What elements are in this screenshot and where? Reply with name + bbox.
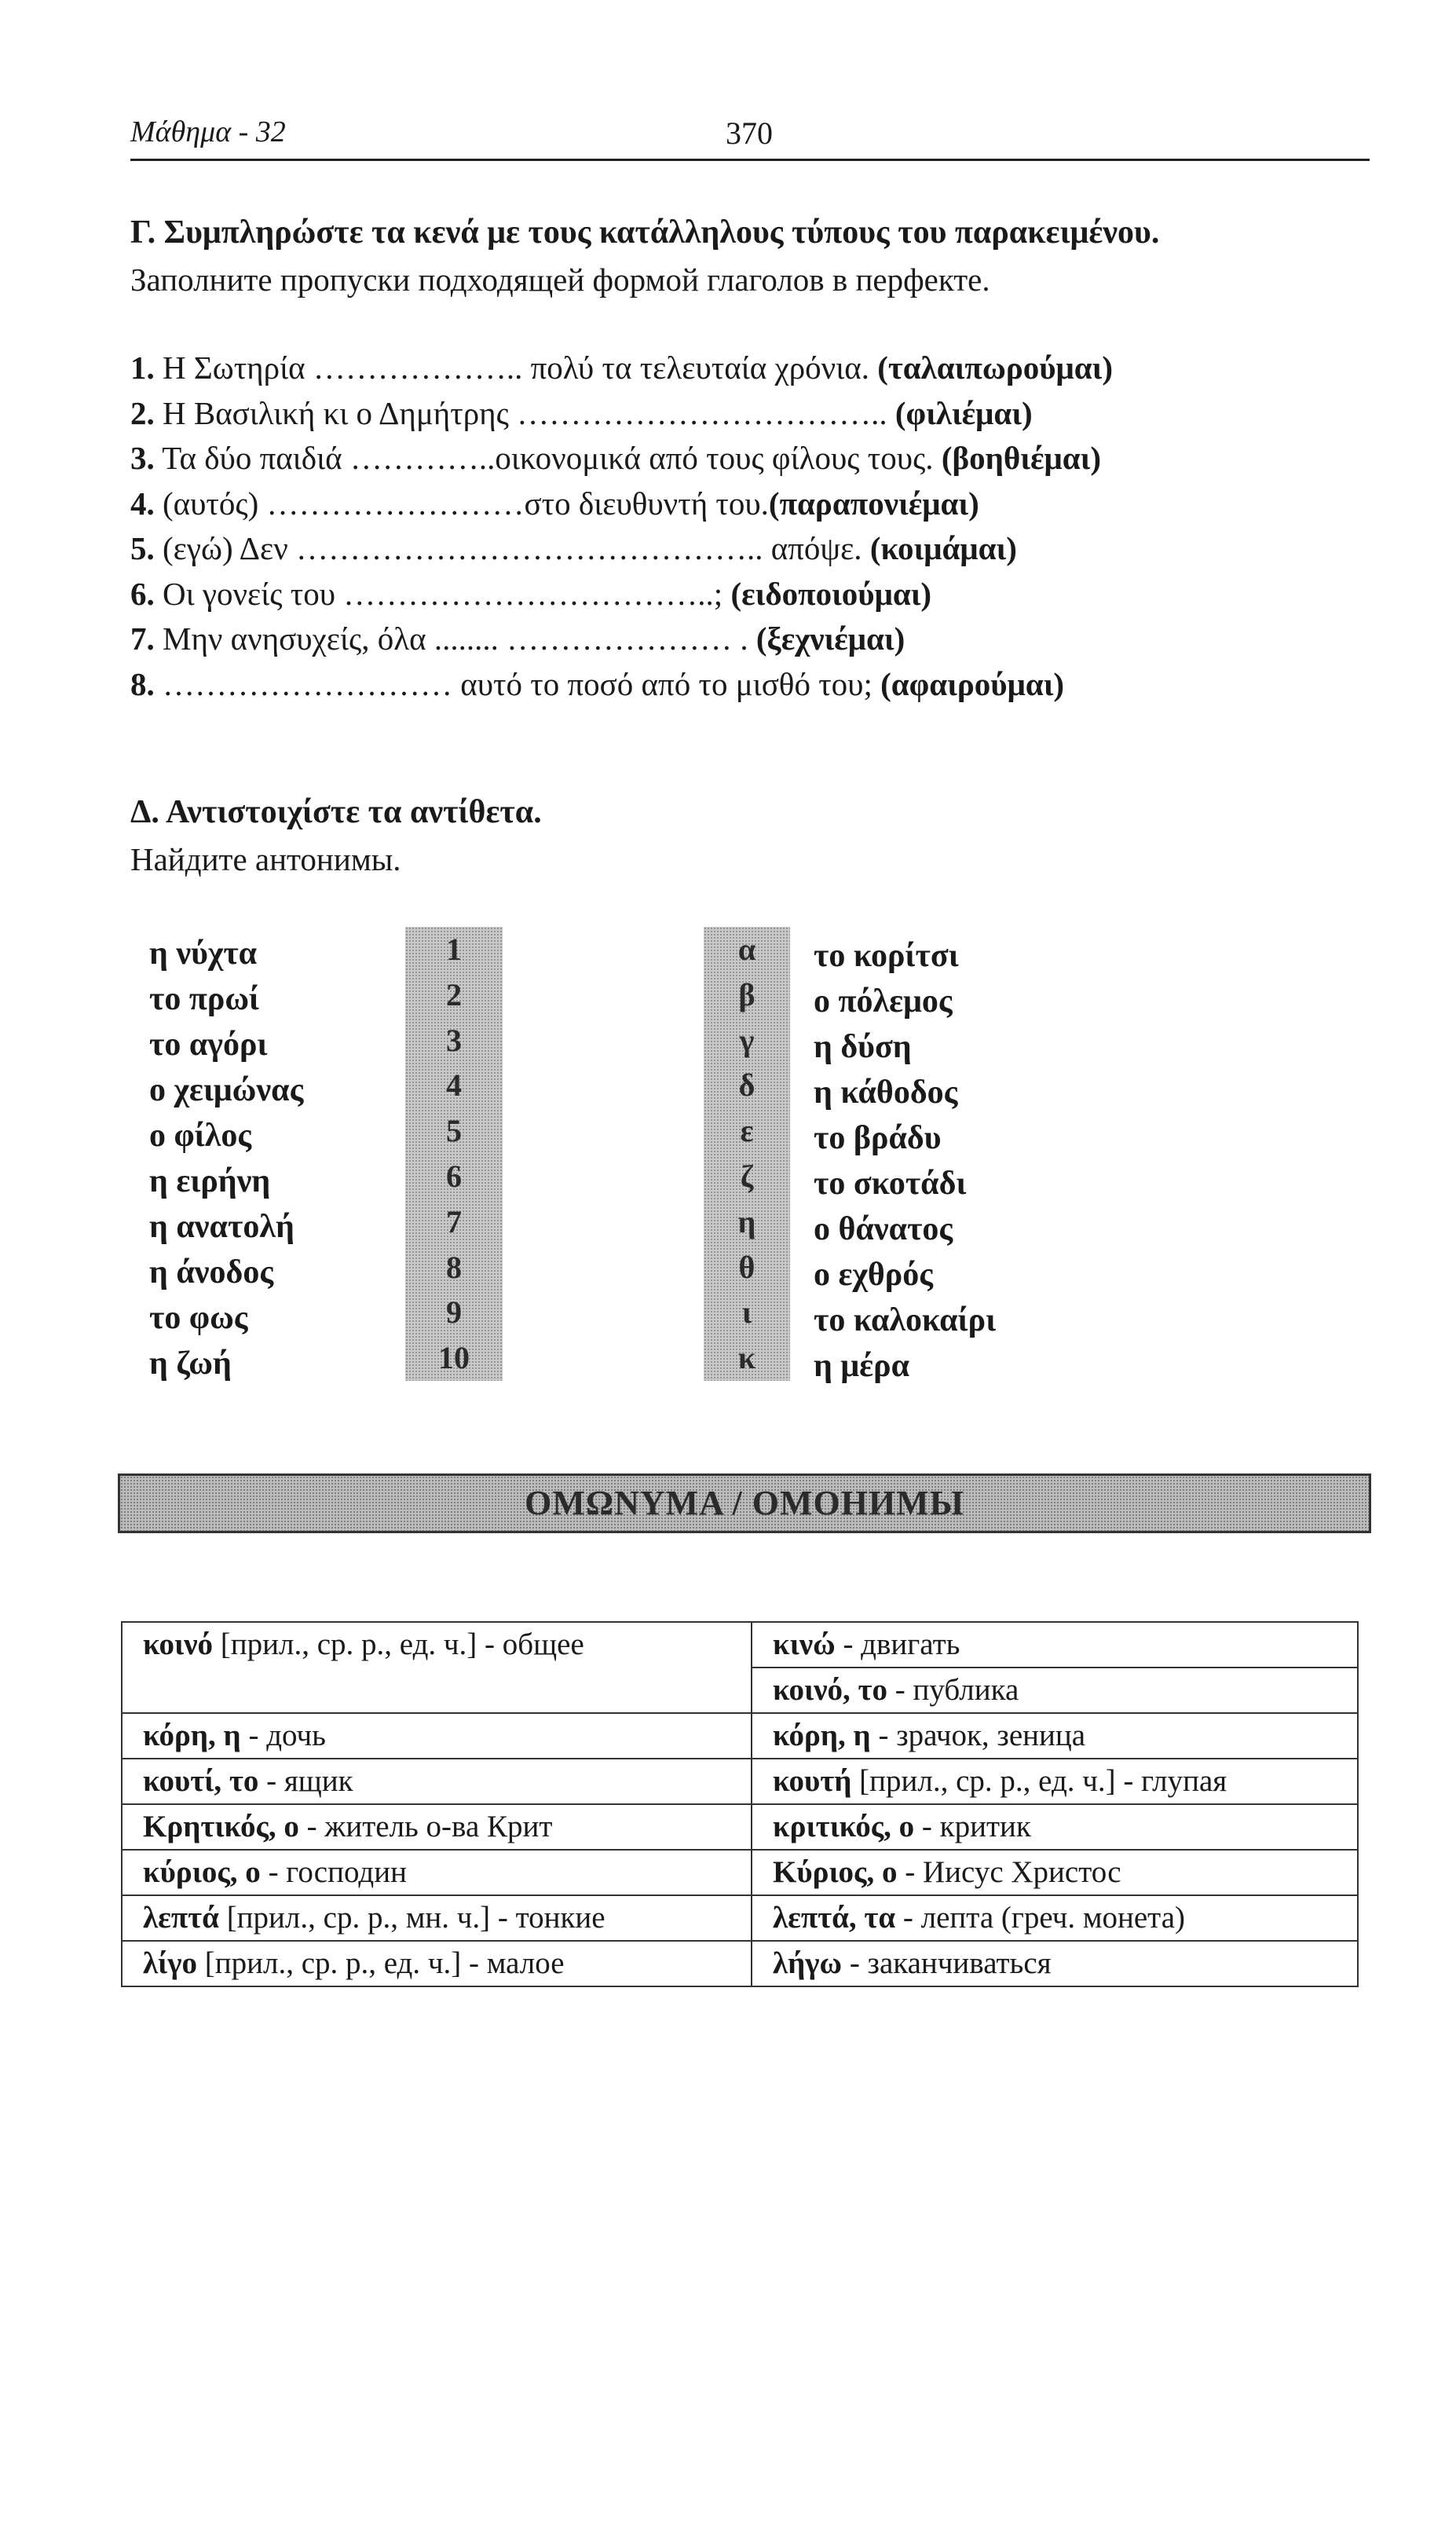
item-text: Μην ανησυχείς, όλα ........ ………………… .: [154, 621, 756, 657]
left-word: ο χειμώνας: [149, 1072, 304, 1108]
item-verb: (φιλιέμαι): [894, 394, 1033, 431]
greek-word: κινώ: [773, 1627, 836, 1661]
greek-word: κουτή: [773, 1764, 852, 1798]
left-word: το πρωί: [149, 981, 260, 1017]
greek-word: κοινό, το: [773, 1673, 888, 1707]
exercise-item: [130, 436, 1387, 481]
item-verb: (αφαιρούμαι): [880, 665, 1065, 702]
item-text: Η Βασιλική κι ο Δημήτρης ……………………………..: [154, 394, 895, 431]
exercise-item: [130, 481, 1387, 527]
greek-word: Κρητικός, ο: [143, 1810, 299, 1843]
exercise-item: [130, 572, 1387, 617]
table-cell-left: [122, 1759, 752, 1804]
exercise-item: [130, 617, 1387, 662]
exercise-d-title: Δ. Αντιστοιχίστε τα αντίθετα.: [130, 794, 542, 830]
left-words-list: [149, 931, 303, 1386]
item-text: ……………………… αυτό το ποσό από το μισθό του;: [154, 665, 881, 702]
translation: - публика: [887, 1673, 1019, 1707]
exercise-item: [130, 662, 1387, 708]
item-verb: (ειδοποιούμαι): [730, 575, 932, 612]
item-number: 3.: [130, 440, 155, 476]
letter-label: β: [738, 976, 755, 1012]
right-word: η κάθοδος: [814, 1074, 958, 1111]
item-number: 1.: [130, 350, 155, 386]
translation: - заканчиваться: [842, 1946, 1052, 1980]
item-verb: (παραπονιέμαι): [768, 485, 979, 522]
item-text: (αυτός) ……………………στο διευθυντή του.: [154, 485, 769, 522]
item-text: (εγώ) Δεν …………………………………….. απόψε.: [154, 530, 870, 566]
number-label: 2: [446, 976, 462, 1012]
number-label: 9: [446, 1294, 462, 1331]
item-verb: (ξεχνιέμαι): [755, 621, 905, 657]
table-row: [122, 1850, 1358, 1895]
table-cell-right: [752, 1895, 1358, 1941]
number-label: 6: [446, 1158, 462, 1194]
table-row: [122, 1713, 1358, 1759]
exercise-d-subtitle: Найдите антонимы.: [130, 841, 401, 877]
translation: [прил., ср. р., ед. ч.] - общее: [213, 1627, 584, 1661]
right-entry: [752, 1667, 1357, 1712]
translation: [прил., ср. р., ед. ч.] - глупая: [851, 1764, 1227, 1798]
right-word: ο εχθρός: [814, 1257, 933, 1293]
item-number: 6.: [130, 575, 155, 612]
left-word: ο φίλος: [149, 1118, 252, 1154]
greek-word: κουτί, το: [143, 1764, 259, 1798]
exercise-item: [130, 526, 1387, 572]
greek-word: κριτικός, ο: [773, 1810, 915, 1843]
letter-label: α: [737, 932, 756, 967]
translation: - дочь: [240, 1719, 326, 1752]
translation: - зрачок, зеница: [870, 1719, 1086, 1752]
greek-word: λήγω: [773, 1946, 843, 1980]
number-label: 3: [446, 1022, 462, 1058]
number-label: 10: [438, 1340, 470, 1376]
greek-word: λεπτά: [143, 1901, 219, 1935]
left-word: η ειρήνη: [149, 1163, 271, 1199]
greek-word: λίγο: [143, 1946, 197, 1980]
translation: - житель о-ва Крит: [298, 1810, 553, 1843]
number-label: 5: [446, 1113, 462, 1149]
translation: - двигать: [835, 1627, 960, 1661]
letter-label: ζ: [740, 1158, 754, 1194]
table-cell-right: [752, 1941, 1358, 1986]
translation: [прил., ср. р., мн. ч.] - тонкие: [218, 1901, 605, 1935]
translation: - критик: [914, 1810, 1031, 1843]
table-row: [122, 1804, 1358, 1850]
lesson-label: Μάθημα - 32: [130, 115, 286, 148]
left-word: το φως: [149, 1300, 248, 1336]
item-number: 8.: [130, 665, 155, 702]
greek-word: λεπτά, τα: [773, 1901, 896, 1935]
number-column: [405, 927, 503, 1381]
left-word: το αγόρι: [149, 1027, 268, 1063]
table-cell-right: [752, 1622, 1358, 1713]
left-word: η νύχτα: [149, 935, 258, 972]
right-word: ο θάνατος: [814, 1211, 953, 1247]
item-number: 2.: [130, 394, 155, 431]
table-row: [122, 1895, 1358, 1941]
letter-label: γ: [739, 1022, 755, 1058]
letter-label: η: [737, 1203, 756, 1239]
homonyms-banner: ΟΜΩΝΥΜΑ / ОМОНИМЫ: [118, 1474, 1371, 1533]
letter-column: [704, 927, 790, 1381]
table-cell-right: [752, 1759, 1358, 1804]
item-text: Η Σωτηρία ……………….. πολύ τα τελευταία χρόνια.: [154, 350, 878, 386]
greek-word: κόρη, η: [773, 1719, 871, 1752]
table-cell-left: [122, 1622, 752, 1713]
exercise-g-list: [130, 346, 1387, 707]
homonyms-table: [121, 1621, 1359, 1987]
right-word: το βράδυ: [814, 1120, 942, 1156]
right-words-list: [814, 933, 996, 1389]
translation: - ящик: [258, 1764, 353, 1798]
table-row: [122, 1941, 1358, 1986]
exercise-g-subtitle: Заполните пропуски подходящей формой глаголов в перфекте.: [130, 262, 990, 298]
item-verb: (κοιμάμαι): [869, 530, 1017, 566]
table-row: [122, 1759, 1358, 1804]
right-word: το καλοκαίρι: [814, 1302, 997, 1338]
exercise-g-title: Γ. Συμπληρώστε τα κενά με τους κατάλληλους τύπους του παρακειμένου.: [130, 214, 1160, 251]
right-word: το σκοτάδι: [814, 1166, 967, 1202]
left-word: η άνοδος: [149, 1254, 274, 1290]
right-word: η δύση: [814, 1029, 912, 1065]
item-number: 5.: [130, 530, 155, 566]
left-word: η ανατολή: [149, 1209, 294, 1245]
number-label: 1: [446, 932, 462, 967]
item-text: Οι γονείς του ……………………………..;: [154, 575, 731, 612]
number-label: 8: [446, 1249, 462, 1285]
greek-word: κόρη, η: [143, 1719, 241, 1752]
translation: - Иисус Христос: [897, 1855, 1121, 1889]
right-word: ο πόλεμος: [814, 983, 953, 1020]
translation: - лепта (греч. монета): [895, 1901, 1185, 1935]
letter-label: ε: [740, 1113, 754, 1149]
letter-label: δ: [738, 1067, 755, 1104]
greek-word: κοινό: [143, 1627, 214, 1661]
letter-label: ι: [741, 1294, 752, 1331]
right-entry: [773, 1623, 1348, 1667]
table-cell-left: [122, 1713, 752, 1759]
table-cell-left: [122, 1941, 752, 1986]
right-word: το κορίτσι: [814, 938, 959, 974]
page-number: 370: [726, 115, 773, 151]
table-row: [122, 1622, 1358, 1713]
translation: [прил., ср. р., ед. ч.] - малое: [197, 1946, 565, 1980]
right-word: η μέρα: [814, 1348, 910, 1384]
item-verb: (ταλαιπωρούμαι): [877, 350, 1114, 386]
item-number: 4.: [130, 485, 155, 522]
item-text: Τα δύο παιδιά …………..οικονομικά από τους φίλους τους.: [154, 440, 942, 476]
item-verb: (βοηθιέμαι): [941, 440, 1101, 476]
exercise-item: [130, 391, 1387, 437]
table-cell-left: [122, 1895, 752, 1941]
letter-label: θ: [738, 1249, 755, 1285]
number-label: 4: [446, 1067, 462, 1104]
table-cell-right: [752, 1713, 1358, 1759]
number-label: 7: [446, 1203, 462, 1239]
table-cell-left: [122, 1804, 752, 1850]
item-number: 7.: [130, 621, 155, 657]
page-header: [130, 112, 1370, 161]
table-cell-right: [752, 1804, 1358, 1850]
table-cell-left: [122, 1850, 752, 1895]
translation: - господин: [260, 1855, 407, 1889]
greek-word: Κύριος, ο: [773, 1855, 898, 1889]
table-cell-right: [752, 1850, 1358, 1895]
left-word: η ζωή: [149, 1345, 232, 1382]
letter-label: κ: [737, 1340, 756, 1376]
greek-word: κύριος, ο: [143, 1855, 261, 1889]
exercise-item: [130, 346, 1387, 391]
